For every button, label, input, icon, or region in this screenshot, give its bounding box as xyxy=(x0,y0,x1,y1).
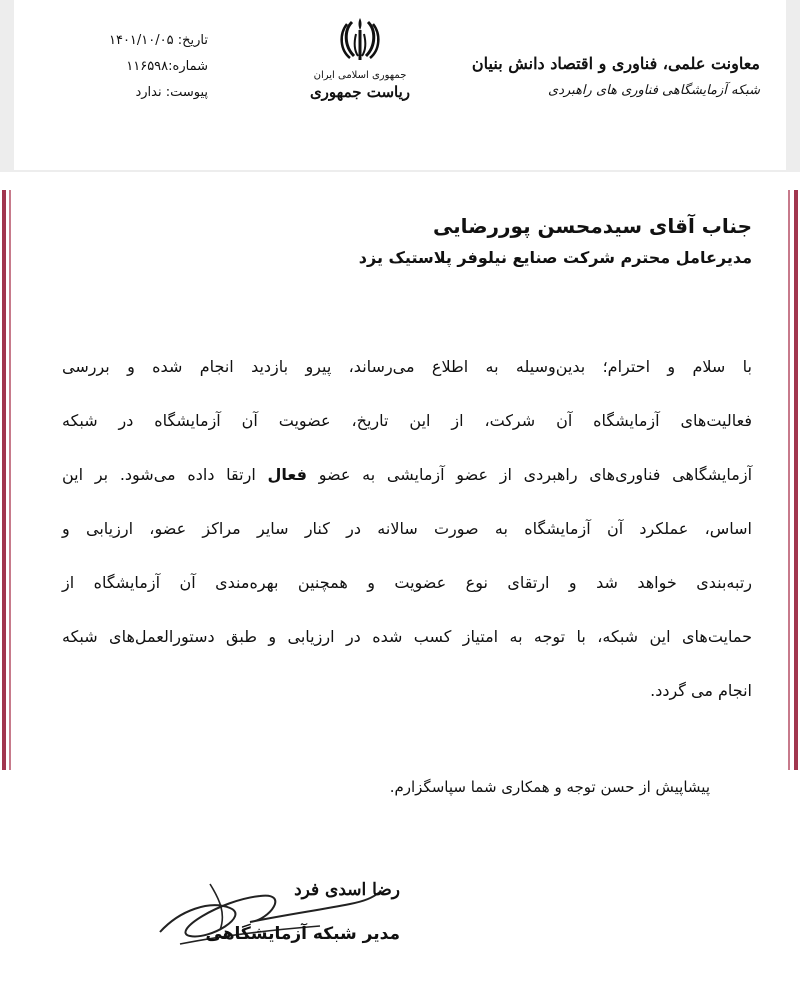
attachment-label: پیوست: xyxy=(165,85,208,100)
letter-meta xyxy=(48,28,208,106)
body-line-2: فعالیت‌های آزمایشگاه آن شرکت، از این تاریخ، عضویت آن آزمایشگاه در شبکه xyxy=(62,411,752,430)
number-label: شماره: xyxy=(168,59,208,74)
signature-block xyxy=(150,870,410,980)
attachment-row xyxy=(48,80,208,106)
recipient-block xyxy=(112,214,752,267)
closing-line: پیشاپیش از حسن توجه و همکاری شما سپاسگزارم. xyxy=(389,778,710,796)
organization-header xyxy=(430,54,760,98)
body-line-3-end: ارتقا داده می‌شود. بر این xyxy=(62,465,256,484)
organization-name: معاونت علمی، فناوری و اقتصاد دانش بنیان xyxy=(471,54,760,73)
number-value: ۱۱۶۵۹۸ xyxy=(126,59,169,74)
emblem-caption: جمهوری اسلامی ایران xyxy=(313,70,407,81)
date-label: تاریخ: xyxy=(177,33,208,48)
body-line-4: اساس، عملکرد آن آزمایشگاه به صورت سالانه در کنار سایر مراکز عضو، ارزیابی و xyxy=(62,519,752,538)
body-line-7: انجام می گردد. xyxy=(650,681,752,700)
body-line-5: رتبه‌بندی خواهد شد و ارتقای نوع عضویت و همچنین بهره‌مندی آن آزمایشگاه از xyxy=(62,573,752,592)
date-row xyxy=(48,28,208,54)
recipient-title: مدیرعامل محترم شرکت صنایع نیلوفر پلاستیک یزد xyxy=(358,248,752,267)
letter-body xyxy=(62,340,752,718)
date-value: ۱۴۰۱/۱۰/۰۵ xyxy=(108,33,174,48)
emblem-office-name: ریاست جمهوری xyxy=(309,83,411,101)
number-row xyxy=(48,54,208,80)
iran-emblem-icon xyxy=(338,16,382,62)
body-line-3-start: آزمایشگاهی فناوری‌های راهبردی از عضو آزمایشی به عضو xyxy=(318,465,753,484)
right-border-stripe xyxy=(794,190,798,770)
left-border-stripe-thin xyxy=(9,190,11,770)
signatory-title: مدیر شبکه آزمایشگاهی xyxy=(205,924,400,944)
network-name: شبکه آزمایشگاهی فناوری های راهبردی xyxy=(548,83,760,98)
emblem-block xyxy=(300,16,420,101)
left-border-stripe xyxy=(2,190,6,770)
attachment-value: ندارد xyxy=(135,85,162,100)
active-member-word: فعال xyxy=(267,465,307,484)
body-line-3 xyxy=(62,448,752,502)
recipient-name: جناب آقای سیدمحسن پوررضایی xyxy=(432,214,752,238)
signatory-name: رضا اسدی فرد xyxy=(294,880,400,900)
right-border-stripe-thin xyxy=(788,190,790,770)
body-line-6: حمایت‌های این شبکه، با توجه به امتیاز کسب شده در ارزیابی و طبق دستورالعمل‌های شبکه xyxy=(62,627,752,646)
body-line-1: با سلام و احترام؛ بدین‌وسیله به اطلاع می‌رساند، پیرو بازدید انجام شده و بررسی xyxy=(62,357,752,376)
